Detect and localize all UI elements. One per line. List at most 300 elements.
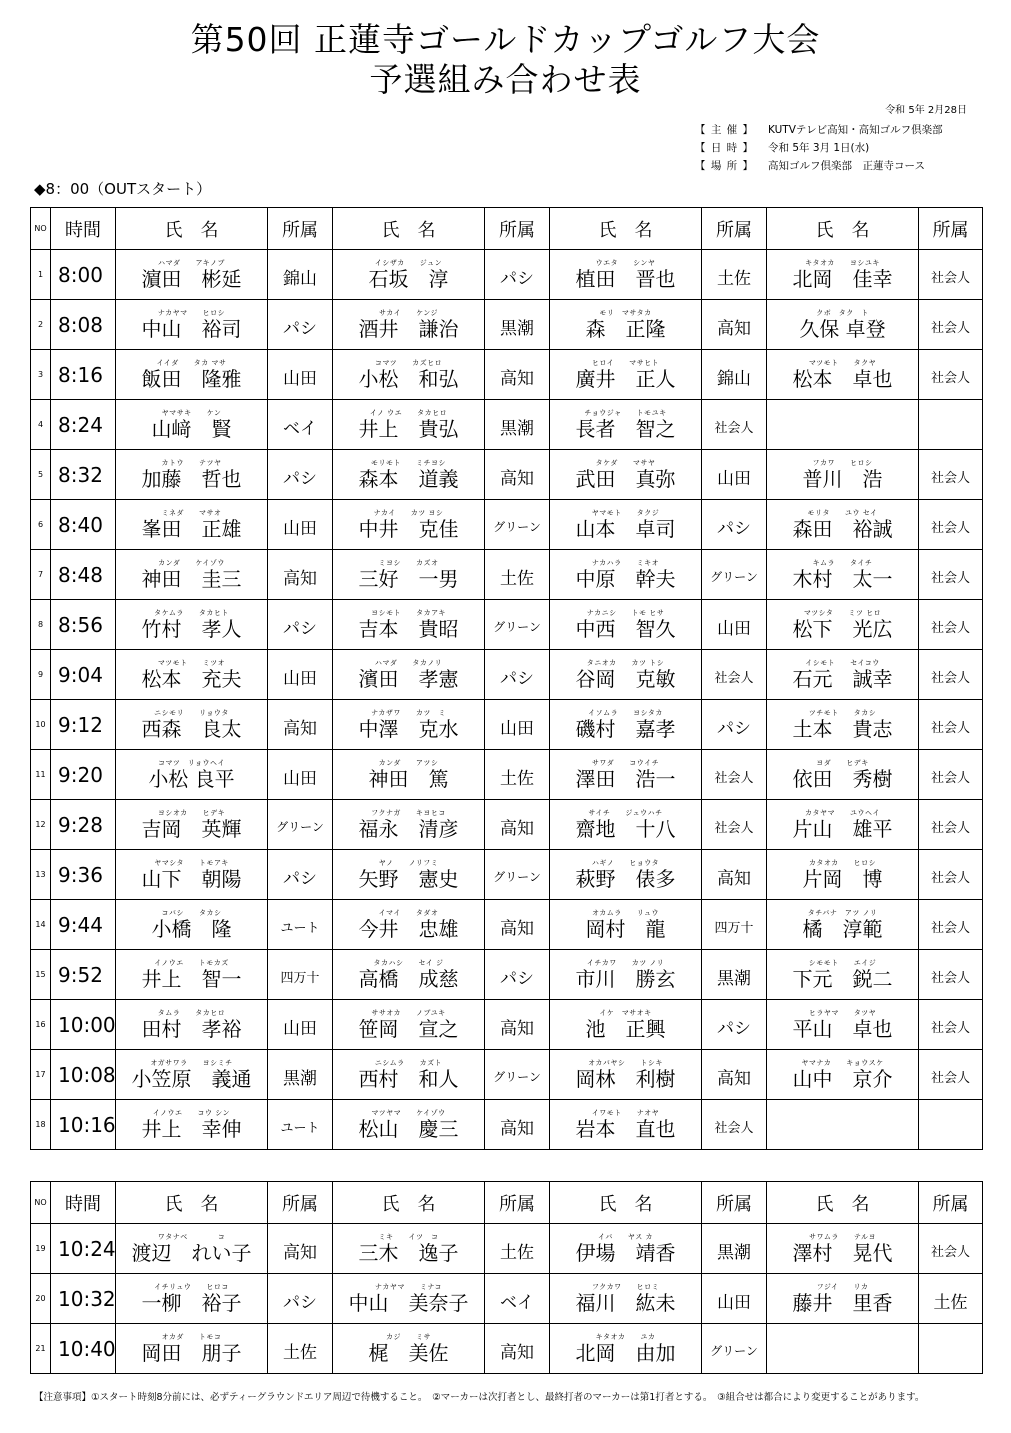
player-furigana: ヤマサキ ケン [161,408,222,417]
player-cell [116,400,268,450]
player [576,659,676,691]
player-furigana: タケムラ タカヒト [154,608,229,617]
document-date: 令和 5年 2月28日 [885,105,967,116]
player-name: 北岡 佳幸 [792,266,893,291]
player-affiliation: 山田 [702,600,767,650]
player-furigana: ヒラヤマ タツヤ [808,1008,877,1017]
player-furigana: マツモト タクヤ [808,358,877,367]
player-furigana: ナカハラ ミキオ [591,558,660,567]
player [142,859,242,891]
player-furigana: タカハシ セイ ジ [373,958,444,967]
player-cell [116,750,268,800]
player-furigana: ミヨシ カズオ [378,558,439,567]
player-name: 吉岡 英輝 [141,816,242,841]
player-cell [550,700,702,750]
tee-time: 9:04 [51,650,116,700]
player-affiliation: 山田 [485,700,550,750]
table-row [31,250,983,300]
player [359,409,459,441]
row-number: 1 [31,250,51,300]
player-furigana: イノウエ トモカズ [154,958,229,967]
player [793,259,893,291]
player-furigana: イソムラ ヨシタカ [588,708,663,717]
table-row [31,1274,983,1324]
player-name: 高橋 成慈 [358,966,459,991]
player-cell [116,500,268,550]
player [793,959,893,991]
player-furigana: クボ タク ト [816,308,869,317]
player-name: 松本 卓也 [792,366,893,391]
player-name: 濵田 彬延 [141,266,242,291]
info-value: KUTVテレビ高知・高知ゴルフ倶楽部 [768,124,943,136]
player-affiliation: 山田 [268,750,333,800]
player-name: 池 正興 [585,1016,666,1041]
player-cell [333,600,485,650]
tee-time: 10:16 [51,1100,116,1150]
player [793,809,893,841]
row-number: 12 [31,800,51,850]
player-furigana: イシザカ ジュン [374,258,443,267]
player-furigana: カタオカ ヒロシ [808,858,877,867]
player-name: 梶 美佐 [368,1340,449,1365]
player-name: 長者 智之 [575,416,676,441]
player-furigana: コマツ カズヒロ [374,358,443,367]
tee-time: 10:40 [51,1324,116,1374]
player-affiliation: 高知 [485,800,550,850]
player-name: 西森 良太 [141,716,242,741]
player [359,559,459,591]
player-furigana: オカムラ リュウ [591,908,660,917]
header-affiliation: 所属 [485,1182,550,1224]
player-furigana: コバシ タカシ [161,908,222,917]
header-name: 氏 名 [550,208,702,250]
player [576,609,676,641]
player-furigana: モリ マサタカ [599,308,652,317]
player [576,809,676,841]
player-affiliation: 社会人 [702,800,767,850]
player-cell [116,350,268,400]
player-furigana: カタヤマ ユウヘイ [805,808,880,817]
player [793,509,893,541]
player-furigana: ヒロイ マサヒト [591,358,660,367]
player-name: 小笠原 義通 [131,1066,252,1091]
player [142,459,242,491]
player-furigana: イチカワ カツ ノリ [586,958,665,967]
player-furigana: マツヤマ ケイゾウ [371,1108,446,1117]
tee-time: 8:32 [51,450,116,500]
player-cell [767,1050,919,1100]
player-furigana: ウエタ シンヤ [595,258,656,267]
player-name: 三木 逸子 [358,1240,459,1265]
tee-time: 10:24 [51,1224,116,1274]
player-name: 武田 真弥 [575,466,676,491]
player-furigana: フクカワ ヒロミ [591,1282,660,1291]
player [359,509,459,541]
player [359,909,459,941]
player [132,1059,252,1091]
player-furigana: サワダ コウイチ [591,758,660,767]
tee-time: 9:52 [51,950,116,1000]
player-furigana: イノ ウエ タカヒロ [369,408,448,417]
player-affiliation: グリーン [485,600,550,650]
player-name: 井上 幸伸 [141,1116,242,1141]
table-row [31,950,983,1000]
player-name: 中西 智久 [575,616,676,641]
player-cell [767,600,919,650]
player-furigana: モリタ ユウ セイ [807,508,878,517]
player-furigana: ナカザワ カツ ミ [371,708,446,717]
player-cell [333,450,485,500]
player-name: 井上 智一 [141,966,242,991]
player-affiliation: 社会人 [919,450,983,500]
player-affiliation: グリーン [702,550,767,600]
player [799,309,885,341]
tee-time: 8:48 [51,550,116,600]
session-label: ◆8：00（OUTスタート） [34,180,212,198]
player-furigana: イケ マサオキ [599,1008,652,1017]
header-name: 氏 名 [116,1182,268,1224]
player-affiliation: 社会人 [919,1224,983,1274]
player-cell [333,800,485,850]
player [359,309,459,341]
player-affiliation: 土佐 [268,1324,333,1374]
header-affiliation: 所属 [702,1182,767,1224]
info-organizer [695,121,943,139]
player-cell [767,1224,919,1274]
player-furigana: ツチモト タカシ [808,708,877,717]
player [142,609,242,641]
row-number: 6 [31,500,51,550]
info-value: 高知ゴルフ倶楽部 正蓮寺コース [768,160,925,172]
pairings-table-main [30,207,983,1150]
player-cell [116,600,268,650]
player-furigana: コマツ リョウヘイ [157,758,226,767]
player-affiliation: 高知 [702,300,767,350]
row-number: 3 [31,350,51,400]
player-affiliation: 社会人 [919,900,983,950]
player-name: 吉本 貴昭 [358,616,459,641]
player-affiliation: 黒潮 [485,400,550,450]
player-furigana: サイチ ジュウハチ [588,808,663,817]
player-name: 石元 誠幸 [792,666,893,691]
tee-time: 8:08 [51,300,116,350]
player-cell [116,250,268,300]
player-name: 飯田 隆雅 [141,366,242,391]
player-furigana: サカイ ケンジ [378,308,439,317]
player-affiliation: 山田 [268,500,333,550]
player-affiliation: パシ [702,500,767,550]
player-name: 酒井 謙治 [358,316,459,341]
player-name: 濱田 孝憲 [358,666,459,691]
player-name: 磯村 嘉孝 [575,716,676,741]
player-name: 西村 和人 [358,1066,459,1091]
player-cell [767,500,919,550]
player [576,1109,676,1141]
tee-time: 9:20 [51,750,116,800]
player [359,359,459,391]
player [369,759,449,791]
player-name: 山下 朝陽 [141,866,242,891]
player-name: 土本 貴志 [792,716,893,741]
header-affiliation: 所属 [702,208,767,250]
player-affiliation: パシ [702,700,767,750]
player-name: 石坂 淳 [368,266,449,291]
player-furigana: ニシムラ カズト [374,1058,443,1067]
tee-time: 9:44 [51,900,116,950]
player-name: 中原 幹夫 [575,566,676,591]
player-affiliation: 社会人 [919,300,983,350]
player-affiliation: 黒潮 [702,950,767,1000]
player [793,1233,893,1265]
row-number: 18 [31,1100,51,1150]
player [793,759,893,791]
player-cell [550,650,702,700]
player-furigana: ササオカ ノブユキ [371,1008,446,1017]
player [359,1233,459,1265]
player [359,859,459,891]
player-name: 小松 良平 [148,766,235,791]
row-number: 8 [31,600,51,650]
player-furigana: ヤノ ノリフミ [378,858,439,867]
player-affiliation: 錦山 [268,250,333,300]
player-furigana: フジイ リカ [816,1282,869,1291]
player-cell [767,900,919,950]
player [359,459,459,491]
player-furigana: カトウ テツヤ [161,458,222,467]
player-cell [550,450,702,500]
player-cell [333,1000,485,1050]
player [142,809,242,841]
player-furigana: ニシモリ リョウタ [154,708,229,717]
header-name: 氏 名 [116,208,268,250]
player-cell [550,300,702,350]
player-furigana: タムラ タカヒロ [157,1008,226,1017]
player-furigana: オカダ トモコ [161,1332,222,1341]
player-cell [767,1100,919,1150]
player-name: 松本 充夫 [141,666,242,691]
player-name: 澤田 浩一 [575,766,676,791]
player-affiliation: 高知 [485,900,550,950]
player-furigana: ヤマナカ キョウスケ [801,1058,884,1067]
player-name: 三好 一男 [358,566,459,591]
player-cell [550,1224,702,1274]
player [142,959,242,991]
player-affiliation: 黒潮 [702,1224,767,1274]
player-cell [550,350,702,400]
player-furigana: ハギノ ヒョウタ [591,858,660,867]
player-furigana: キムラ タイチ [812,558,873,567]
player-cell [767,450,919,500]
header-affiliation: 所属 [268,1182,333,1224]
header-time: 時間 [51,208,116,250]
player-furigana: ナカイ カツ ヨシ [373,508,444,517]
player-cell [333,1100,485,1150]
info-venue [695,157,943,175]
player [576,859,676,891]
player-name: 森田 裕誠 [792,516,893,541]
player-cell [767,550,919,600]
player [142,559,242,591]
player-name: 竹村 孝人 [141,616,242,641]
page-title: 第50回 正蓮寺ゴールドカップゴルフ大会 [190,20,821,59]
player-furigana: サワムラ テルヨ [808,1232,877,1241]
player-affiliation: 高知 [268,550,333,600]
player-cell [333,300,485,350]
player-cell [550,1274,702,1324]
player [142,509,242,541]
player-affiliation: 土佐 [702,250,767,300]
player [142,1283,242,1315]
row-number: 11 [31,750,51,800]
player-cell [767,350,919,400]
player-affiliation: 社会人 [919,1000,983,1050]
player-affiliation: パシ [268,600,333,650]
player-cell [116,1050,268,1100]
player [803,909,883,941]
player [576,559,676,591]
player [349,1283,469,1315]
tee-time: 8:56 [51,600,116,650]
player-name: 岡林 利樹 [575,1066,676,1091]
player-furigana: フカワ ヒロシ [812,458,873,467]
player-name: 小橋 隆 [151,916,232,941]
player-affiliation: 高知 [268,700,333,750]
player-affiliation: 社会人 [919,500,983,550]
player-cell [333,700,485,750]
player-cell [550,1324,702,1374]
player [369,1333,449,1365]
player-cell [767,950,919,1000]
player [148,759,234,791]
player-furigana: カンダ アツシ [378,758,439,767]
info-key: 【 日 時 】 [695,142,755,154]
player-cell [767,1000,919,1050]
player [576,1059,676,1091]
player-cell [116,1000,268,1050]
row-number: 14 [31,900,51,950]
player [576,259,676,291]
table-row [31,1324,983,1374]
player-furigana: イチリュウ ヒロコ [154,1282,229,1291]
player-cell [116,950,268,1000]
player [793,1283,893,1315]
player-name: 萩野 俵多 [575,866,676,891]
table-row [31,700,983,750]
row-number: 20 [31,1274,51,1324]
player-name: 普川 浩 [802,466,883,491]
row-number: 4 [31,400,51,450]
player-furigana: キタオカ ユカ [595,1332,656,1341]
player [793,1059,893,1091]
player-name: 橘 淳範 [802,916,883,941]
player-furigana: オガサワラ ヨシミチ [150,1058,233,1067]
player-cell [767,400,919,450]
header-affiliation: 所属 [268,208,333,250]
player-cell [767,1274,919,1324]
row-number: 5 [31,450,51,500]
player [793,659,893,691]
player-furigana: チョウジャ トモユキ [584,408,667,417]
row-number: 21 [31,1324,51,1374]
player-furigana: シモモト エイジ [808,958,877,967]
player [576,1333,676,1365]
player-furigana: ヨシモト タカアキ [371,608,446,617]
player-affiliation: 社会人 [919,250,983,300]
player-furigana: ヤマシタ トモアキ [154,858,229,867]
player-cell [550,500,702,550]
player-furigana: イノウエ コウ シン [152,1108,231,1117]
player-furigana: ハマダ アキノブ [157,258,226,267]
player [803,459,883,491]
player-cell [116,550,268,600]
player [142,1009,242,1041]
player-affiliation: パシ [485,250,550,300]
player-name: 神田 篤 [368,766,449,791]
player [793,709,893,741]
notes: 【注意事項】①スタート時刻8分前には、必ずティーグラウンドエリア周辺で待機すること。 ②マーカーは次打者とし、最終打者のマーカーは第1打者とする。 ③組合せは都合により変更することがあります。 [34,1392,925,1403]
player-furigana: ナカヤマ ミナコ [374,1282,443,1291]
player-furigana: タケダ マサヤ [595,458,656,467]
tee-time: 9:12 [51,700,116,750]
player-name: 依田 秀樹 [792,766,893,791]
player-name: 中山 美奈子 [348,1290,469,1315]
player-cell [550,900,702,950]
player [359,1109,459,1141]
player-affiliation: 高知 [485,1000,550,1050]
player-name: 植田 晋也 [575,266,676,291]
player-affiliation: パシ [485,650,550,700]
player-cell [333,500,485,550]
row-number: 17 [31,1050,51,1100]
player-affiliation: 社会人 [702,750,767,800]
player [142,1333,242,1365]
player-name: 市川 勝玄 [575,966,676,991]
player-cell [333,750,485,800]
tee-time: 8:16 [51,350,116,400]
player-cell [116,300,268,350]
player [576,359,676,391]
player-affiliation: グリーン [702,1324,767,1374]
player-affiliation: 山田 [268,1000,333,1050]
row-number: 16 [31,1000,51,1050]
player [132,1233,252,1265]
player-name: 久保 卓登 [799,316,886,341]
table-row [31,500,983,550]
player-affiliation: 山田 [268,650,333,700]
player-cell [767,650,919,700]
player-name: 井上 貴弘 [358,416,459,441]
table-row [31,800,983,850]
player [359,709,459,741]
table-row [31,1050,983,1100]
player [576,959,676,991]
row-number: 15 [31,950,51,1000]
player-cell [333,250,485,300]
player-name: 矢野 憲史 [358,866,459,891]
player-affiliation: パシ [268,300,333,350]
player-cell [333,1224,485,1274]
player-affiliation: 山田 [702,450,767,500]
player-name: 福永 清彦 [358,816,459,841]
player-affiliation: ユート [268,1100,333,1150]
header-name: 氏 名 [333,1182,485,1224]
player-cell [116,1224,268,1274]
player-affiliation: グリーン [268,800,333,850]
player-name: 山中 京介 [792,1066,893,1091]
player-affiliation: 社会人 [919,750,983,800]
table-row [31,550,983,600]
player-furigana: イバ ヤス カ [598,1232,653,1241]
